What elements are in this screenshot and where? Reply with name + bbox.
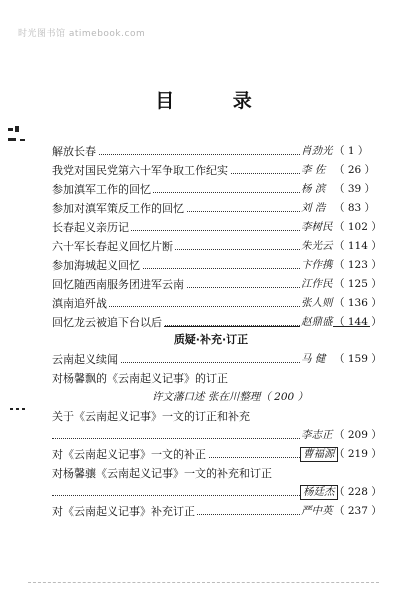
toc-entry <box>52 350 382 369</box>
toc-entry-author: 杨廷杰 <box>300 485 338 500</box>
toc-entry <box>52 369 370 388</box>
toc-entry <box>52 256 382 275</box>
toc-entry <box>52 313 382 332</box>
toc-entry <box>52 199 376 218</box>
toc-entry <box>52 180 376 199</box>
toc-entry-author: 曹福源 <box>300 447 338 462</box>
toc-entry-author: 严中英 <box>300 502 333 521</box>
toc-entry-title: 参加对滇军策反工作的回忆 <box>52 199 186 218</box>
toc-entry-author: 卞作携 <box>300 256 333 275</box>
toc-entry-title: 参加海城起义回忆 <box>52 256 142 275</box>
toc-entry <box>52 161 376 180</box>
toc-entry <box>52 464 370 483</box>
toc-entry <box>52 218 382 237</box>
toc-entry-page: （ 144 ） <box>334 316 382 328</box>
toc-entry-page: （ 125 ） <box>334 278 382 290</box>
toc-entry <box>52 142 370 161</box>
toc-entry <box>52 407 370 426</box>
toc-entry-page: （ 26 ） <box>334 164 376 176</box>
toc-leader-dots <box>52 495 300 496</box>
toc-entry-author: 朱光云 <box>300 237 333 256</box>
toc-entry-title: 滇南追歼战 <box>52 294 109 313</box>
toc-subline <box>52 388 370 407</box>
watermark: 时光图书馆 atimebook.com <box>18 29 146 39</box>
toc-entry-title: 六十军长春起义回忆片断 <box>52 237 175 256</box>
toc-entry-page: （ 159 ） <box>334 353 382 365</box>
toc-entry-page: （ 114 ） <box>334 240 382 252</box>
toc-entry <box>52 483 382 502</box>
toc-entry <box>52 426 382 445</box>
toc-entry-title: 回忆龙云被追下台以后 <box>52 313 164 332</box>
toc-entry-author: 李 佐 <box>300 161 333 180</box>
toc-entry-page: （ 102 ） <box>334 221 382 233</box>
toc-entry <box>52 294 382 313</box>
toc-entry-page: （ 228 ） <box>334 486 382 498</box>
toc-entry-page: （ 136 ） <box>334 297 382 309</box>
toc-entry-author: 江作民 <box>300 275 333 294</box>
toc-entry-title: 关于《云南起义记事》一文的订正和补充 <box>52 407 252 426</box>
page-title: 目 录 <box>155 90 278 112</box>
toc-entry-title: 对杨馨骧《云南起义记事》一文的补充和订正 <box>52 464 274 483</box>
toc-entry-author: 马 健 <box>300 350 333 369</box>
toc-credit: 许文藩口述 张在川整理（ 200 ） <box>152 391 309 403</box>
toc-entry-author: 李树民 <box>300 218 333 237</box>
toc-part-1 <box>52 142 382 332</box>
toc-entry-page: （ 209 ） <box>334 429 382 441</box>
toc-leader-dots <box>52 438 300 439</box>
toc-entry-title: 对杨馨飘的《云南起义记事》的订正 <box>52 369 230 388</box>
toc-entry <box>52 502 382 521</box>
toc-entry-title: 长春起义亲历记 <box>52 218 131 237</box>
toc-entry-page: （ 123 ） <box>334 259 382 271</box>
toc-entry-title: 对《云南起义记事》补充订正 <box>52 502 197 521</box>
toc-entry-author: 杨 滨 <box>300 180 333 199</box>
toc-entry-page: （ 39 ） <box>334 183 376 195</box>
toc-entry-title: 解放长春 <box>52 142 98 161</box>
toc-entry <box>52 237 382 256</box>
page-bottom-edge <box>28 582 379 583</box>
toc-entry-page: （ 1 ） <box>334 145 369 157</box>
toc-entry-author: 赵鼎盛 <box>300 313 333 332</box>
toc-entry-author: 李志正 <box>300 426 333 445</box>
toc-entry-title: 我党对国民党第六十军争取工作纪实 <box>52 161 230 180</box>
toc-entry-title: 回忆随西南服务团进军云南 <box>52 275 186 294</box>
section-heading: 质疑·补充·订正 <box>173 333 249 346</box>
toc-entry-author: 刘 浩 <box>300 199 333 218</box>
toc-entry <box>52 445 382 464</box>
binding-edge-marks <box>4 108 30 528</box>
toc-entry-title: 参加滇军工作的回忆 <box>52 180 153 199</box>
toc-entry <box>52 275 382 294</box>
toc-entry-page: （ 237 ） <box>334 505 382 517</box>
toc-entry-author: 张人则 <box>300 294 333 313</box>
toc-entry-page: （ 219 ） <box>334 448 382 460</box>
toc-entry-page: （ 83 ） <box>334 202 376 214</box>
toc-part-2 <box>52 350 382 521</box>
toc-entry-title: 对《云南起义记事》一文的补正 <box>52 445 208 464</box>
toc-entry-title: 云南起义续闻 <box>52 350 120 369</box>
toc-entry-author: 肖劲光 <box>300 142 333 161</box>
